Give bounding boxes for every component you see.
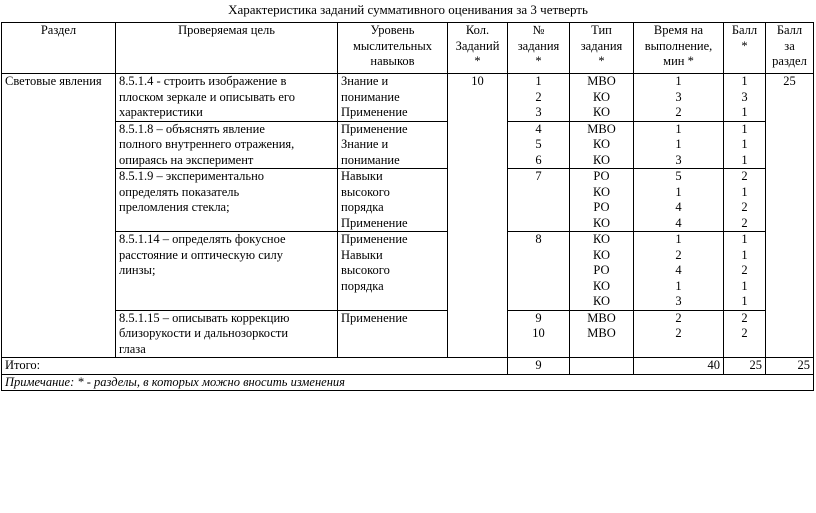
header-level: Уровень мыслительных навыков: [338, 23, 448, 74]
time-cell: 1 3 2: [634, 74, 724, 122]
header-section-score: Балл за раздел: [766, 23, 814, 74]
header-score: Балл *: [724, 23, 766, 74]
header-type: Тип задания *: [570, 23, 634, 74]
section-name: Световые явления: [2, 74, 116, 358]
type-cell: РО КО РО КО: [570, 169, 634, 232]
time-cell: 1 1 3: [634, 121, 724, 169]
header-num: № задания *: [508, 23, 570, 74]
header-time: Время на выполнение, мин *: [634, 23, 724, 74]
time-cell: 5 1 4 4: [634, 169, 724, 232]
total-score: 25: [724, 358, 766, 375]
section-total: 25: [766, 74, 814, 358]
note-text: Примечание: * - разделы, в которых можно вносить изменения: [2, 374, 814, 391]
goal-cell: 8.5.1.4 - строить изображение в плоском зеркале и описывать его характеристики: [116, 74, 338, 122]
table-row: [2, 232, 814, 311]
num-cell: 8: [508, 232, 570, 311]
header-row: [2, 23, 814, 74]
goal-cell: 8.5.1.9 – экспериментально определять показатель преломления стекла;: [116, 169, 338, 232]
type-cell: МВО КО КО: [570, 74, 634, 122]
table-row: [2, 169, 814, 232]
table-row: [2, 74, 814, 122]
total-count: 9: [508, 358, 570, 375]
total-label: Итого:: [2, 358, 508, 375]
total-type-empty: [570, 358, 634, 375]
level-cell: Применение: [338, 310, 448, 358]
score-cell: 1 3 1: [724, 74, 766, 122]
type-cell: КО КО РО КО КО: [570, 232, 634, 311]
goal-cell: 8.5.1.15 – описывать коррекцию близорукости и дальнозоркости глаза: [116, 310, 338, 358]
table-row: [2, 310, 814, 358]
score-cell: 1 1 1: [724, 121, 766, 169]
type-cell: МВО МВО: [570, 310, 634, 358]
note-row: [2, 374, 814, 391]
total-section-score: 25: [766, 358, 814, 375]
type-cell: МВО КО КО: [570, 121, 634, 169]
level-cell: Применение Знание и понимание: [338, 121, 448, 169]
num-cell: 4 5 6: [508, 121, 570, 169]
level-cell: Навыки высокого порядка Применение: [338, 169, 448, 232]
header-count: Кол. Заданий *: [448, 23, 508, 74]
time-cell: 2 2: [634, 310, 724, 358]
assessment-table: [1, 22, 814, 391]
score-cell: 2 1 2 2: [724, 169, 766, 232]
header-section: Раздел: [2, 23, 116, 74]
score-cell: 2 2: [724, 310, 766, 358]
time-cell: 1 2 4 1 3: [634, 232, 724, 311]
goal-cell: 8.5.1.8 – объяснять явление полного внутреннего отражения, опираясь на эксперимент: [116, 121, 338, 169]
level-cell: Применение Навыки высокого порядка: [338, 232, 448, 311]
num-cell: 9 10: [508, 310, 570, 358]
total-row: [2, 358, 814, 375]
num-cell: 7: [508, 169, 570, 232]
level-cell: Знание и понимание Применение: [338, 74, 448, 122]
table-row: [2, 121, 814, 169]
goal-cell: 8.5.1.14 – определять фокусное расстояние и оптическую силу линзы;: [116, 232, 338, 311]
document-title: Характеристика заданий суммативного оценивания за 3 четверть: [228, 2, 588, 17]
num-cell: 1 2 3: [508, 74, 570, 122]
total-time: 40: [634, 358, 724, 375]
header-goal: Проверяемая цель: [116, 23, 338, 74]
task-count: 10: [448, 74, 508, 358]
score-cell: 1 1 2 1 1: [724, 232, 766, 311]
